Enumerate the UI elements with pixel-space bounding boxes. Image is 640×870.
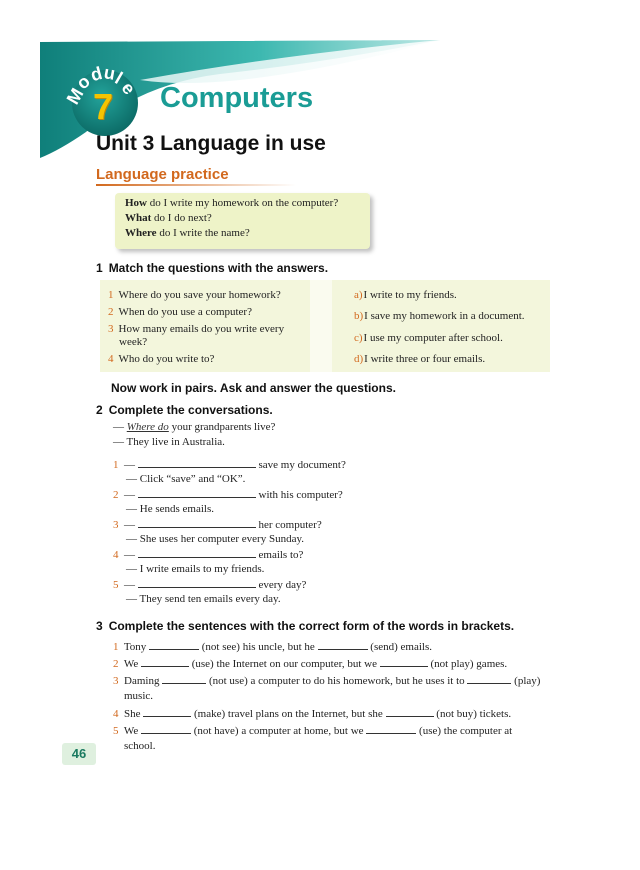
example-question: — Where do your grandparents live? <box>113 421 276 433</box>
question-item: 4 Who do you write to? <box>108 353 215 365</box>
module-letter: u <box>102 62 117 84</box>
question-item: 1 Where do you save your homework? <box>108 289 281 301</box>
module-number: 7 <box>93 86 114 127</box>
conversation-reply: — They send ten emails every day. <box>126 593 281 605</box>
conversation-reply: — Click “save” and “OK”. <box>126 473 246 485</box>
answer-blank[interactable] <box>138 577 256 588</box>
module-letter: e <box>117 77 140 99</box>
language-practice-heading: Language practice <box>96 166 229 183</box>
conversation-question: 4 — emails to? <box>113 549 304 561</box>
answer-blank[interactable] <box>141 723 191 734</box>
answer-blank[interactable] <box>138 547 256 558</box>
sentence-item: 3 Daming (not use) a computer to do his homework, but he uses it to (play) <box>113 675 541 687</box>
lp-line: Where do I write the name? <box>125 227 250 239</box>
answer-blank[interactable] <box>366 723 416 734</box>
answer-blank[interactable] <box>380 656 428 667</box>
answer-blank[interactable] <box>467 673 511 684</box>
conversation-reply: — She uses her computer every Sunday. <box>126 533 304 545</box>
pair-work-instruction: Now work in pairs. Ask and answer the questions. <box>111 381 396 395</box>
answer-item: c)I use my computer after school. <box>354 332 503 344</box>
module-letter: d <box>88 62 105 86</box>
conversation-reply: — I write emails to my friends. <box>126 563 265 575</box>
sentence-item: 5 We (not have) a computer at home, but we (use) the computer at <box>113 725 513 737</box>
conversation-reply: — He sends emails. <box>126 503 214 515</box>
module-letter: o <box>72 70 94 94</box>
answer-item: d)I write three or four emails. <box>354 353 486 365</box>
page-number: 46 <box>62 743 96 765</box>
answer-blank[interactable] <box>141 656 189 667</box>
answer-blank[interactable] <box>386 706 434 717</box>
answer-blank[interactable] <box>162 673 206 684</box>
match-divider <box>310 280 332 372</box>
lp-line: What do I do next? <box>125 212 212 224</box>
answer-blank[interactable] <box>143 706 191 717</box>
answer-blank[interactable] <box>138 487 256 498</box>
section3-heading: 3 Complete the sentences with the correct form of the words in brackets. <box>96 619 515 633</box>
sentence-item: 1 Tony (not see) his uncle, but he (send) emails. <box>113 641 432 653</box>
sentence-item: 2 We (use) the Internet on our computer, but we (not play) games. <box>113 658 508 670</box>
module-letter: M <box>62 84 88 108</box>
question-item: 3 How many emails do you write every <box>108 323 285 335</box>
conversation-question: 2 — with his computer? <box>113 489 343 501</box>
unit-title: Unit 3 Language in use <box>96 132 326 155</box>
answer-blank[interactable] <box>318 639 368 650</box>
module-letter: l <box>111 68 126 88</box>
sentence-item: 4 She (make) travel plans on the Internet, but she (not buy) tickets. <box>113 708 512 720</box>
conversation-question: 3 — her computer? <box>113 519 322 531</box>
section2-heading: 2 Complete the conversations. <box>96 403 273 417</box>
answer-blank[interactable] <box>149 639 199 650</box>
page-title: Computers <box>160 82 314 114</box>
question-item: 2 When do you use a computer? <box>108 306 252 318</box>
conversation-question: 5 — every day? <box>113 579 307 591</box>
answer-item: a)I write to my friends. <box>354 289 457 301</box>
answer-item: b)I save my homework in a document. <box>354 310 525 322</box>
answer-blank[interactable] <box>138 517 256 528</box>
sentence-continuation: music. <box>124 690 154 702</box>
heading-underline <box>96 184 296 186</box>
lp-line: How do I write my homework on the computer? <box>125 197 339 209</box>
language-practice-box <box>115 193 370 249</box>
section1-heading: 1 Match the questions with the answers. <box>96 261 329 275</box>
example-reply: — They live in Australia. <box>113 436 225 448</box>
conversation-question: 1 — save my document? <box>113 459 346 471</box>
sentence-continuation: school. <box>124 740 156 752</box>
answer-blank[interactable] <box>138 457 256 468</box>
question-item-continuation: week? <box>119 336 148 348</box>
